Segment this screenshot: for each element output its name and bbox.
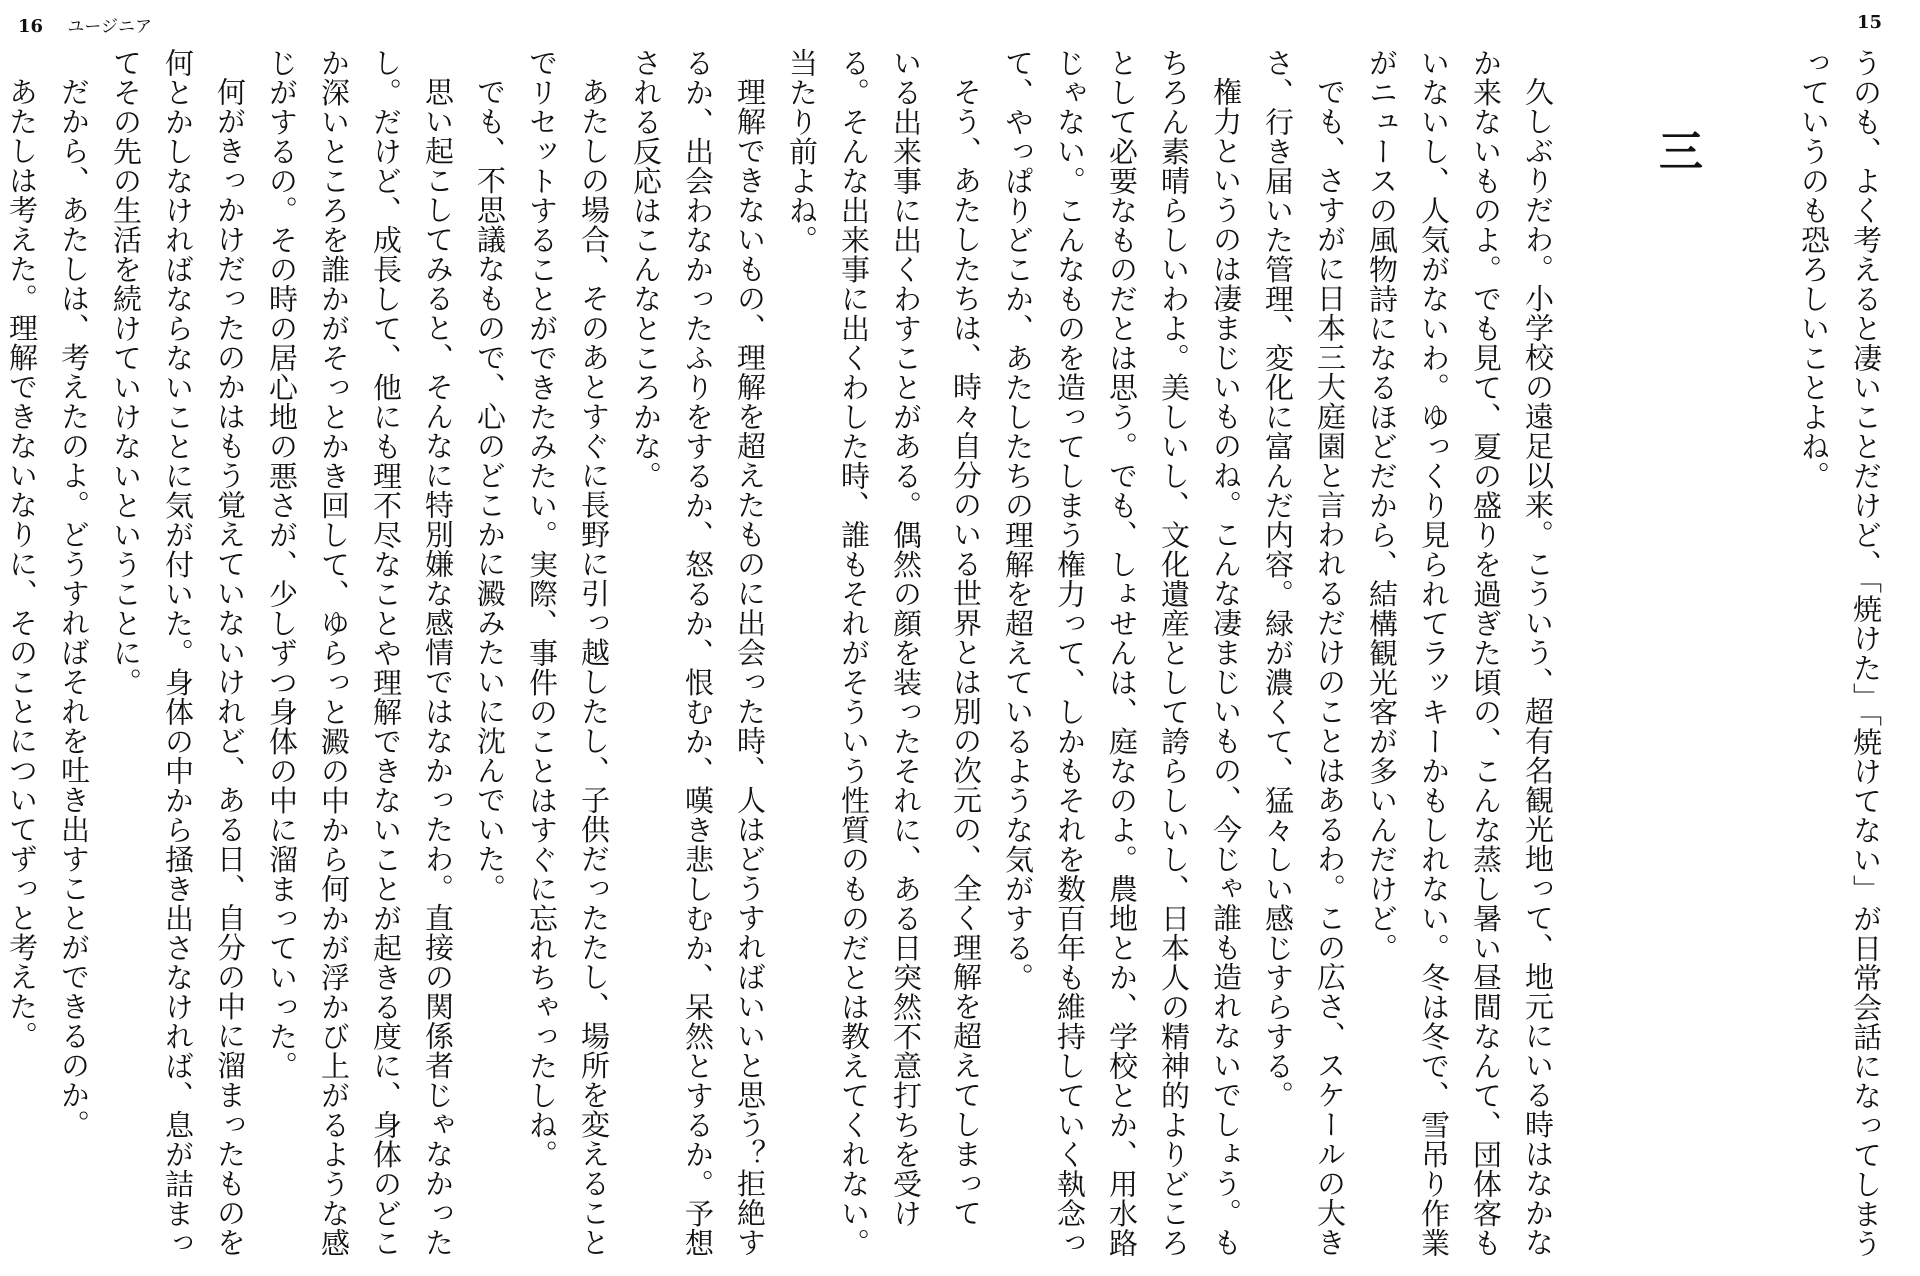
- spacer: [1564, 48, 1616, 1263]
- spacer: [1736, 48, 1788, 1263]
- left-page-number: 16: [18, 16, 44, 37]
- paragraph: でも、不思議なもので、心のどこかに澱みたいに沈んでいた。: [473, 77, 507, 903]
- right-page: [949, 0, 1920, 1276]
- left-lead-paragraph: いる出来事に出くわすことがある。偶然の顔を装ったそれに、ある日突然不意打ちを受ける。そんな出来事に出くわした時、誰もそれがそういう性質のものだとは教えてくれない。当たり前よね。: [785, 48, 923, 1258]
- running-title: ユージニア: [67, 17, 153, 37]
- right-lead-paragraph: うのも、よく考えると凄いことだけど、「焼けた」「焼けてない」が日常会話になってしまうっていうのも恐ろしいことよね。: [1797, 48, 1883, 1258]
- paragraph: でも、さすがに日本三大庭園と言われるだけのことはあるわ。この広さ、スケールの大きさ、行き届いた管理、変化に富んだ内容。緑が濃くて、猛々しい感じすらする。: [1261, 48, 1347, 1257]
- paragraph: そう、あたしたちは、時々自分のいる世界とは別の次元の、全く理解を超えてしまって: [949, 77, 983, 1228]
- right-page-number: 15: [1856, 12, 1882, 33]
- left-page-body: [5, 48, 932, 1263]
- chapter-heading: 三: [1651, 128, 1702, 173]
- paragraph: 理解できないもの、理解を超えたものに出会った時、人はどうすればいいと思う？拒絶するか、出会わなかったふりをするか、怒るか、恨むか、嘆き悲しむか、呆然とするか。予想される反応はこんなところかな。: [629, 48, 767, 1258]
- paragraph: 何がきっかけだったのかはもう覚えていないけれど、ある日、自分の中に溜まったものを何とかしなければならないことに気が付いた。身体の中から掻き出さなければ、息が詰まってその先の生活を続けていけないということに。: [109, 48, 247, 1258]
- right-page-body: [949, 48, 1892, 1263]
- left-page-header: [18, 12, 152, 37]
- paragraph: あたしの場合、そのあとすぐに長野に引っ越したし、子供だったたし、場所を変えることでリセットすることができたみたい。実際、事件のことはすぐに忘れちゃったしね。: [525, 48, 611, 1257]
- paragraph: あたしは考えた。理解できないなりに、そのことについてずっと考えた。: [5, 77, 39, 1051]
- paragraph: だから、あたしは、考えたのよ。どうすればそれを吐き出すことができるのか。: [57, 77, 91, 1139]
- right-page-header: [1857, 12, 1900, 33]
- paragraph: 権力というのは凄まじいものね。こんな凄まじいもの、今じゃ誰も造れないでしょう。もちろん素晴らしいわよ。美しいし、文化遺産として誇らしいし、日本人の精神的よりどころとして必要なものだとは思う。でも、しょせんは、庭なのよ。農地とか、学校とか、用水路じゃない。こんなものを造ってしまう権力って、しかもそれを数百年も維持していく執念って、やっぱりどこか、あたしたちの理解を超えているような気がする。: [1001, 48, 1243, 1258]
- paragraph: 思い起こしてみると、そんなに特別嫌な感情ではなかったわ。直接の関係者じゃなかったし。だけど、成長して、他にも理不尽なことや理解できないことが起きる度に、身体のどこか深いところを誰かがそっとかき回して、ゆらっと澱の中から何かが浮かび上がるような感じがするの。その時の居心地の悪さが、少しずつ身体の中に溜まっていった。: [265, 48, 455, 1258]
- paragraph: 久しぶりだわ。小学校の遠足以来。こういう、超有名観光地って、地元にいる時はなかなか来ないものよ。でも見て、夏の盛りを過ぎた頃の、こんな蒸し暑い昼間なんて、団体客もいないし、人気がないわ。ゆっくり見られてラッキーかもしれない。冬は冬で、雪吊り作業がニュースの風物詩になるほどだから、結構観光客が多いんだけど。: [1365, 48, 1555, 1258]
